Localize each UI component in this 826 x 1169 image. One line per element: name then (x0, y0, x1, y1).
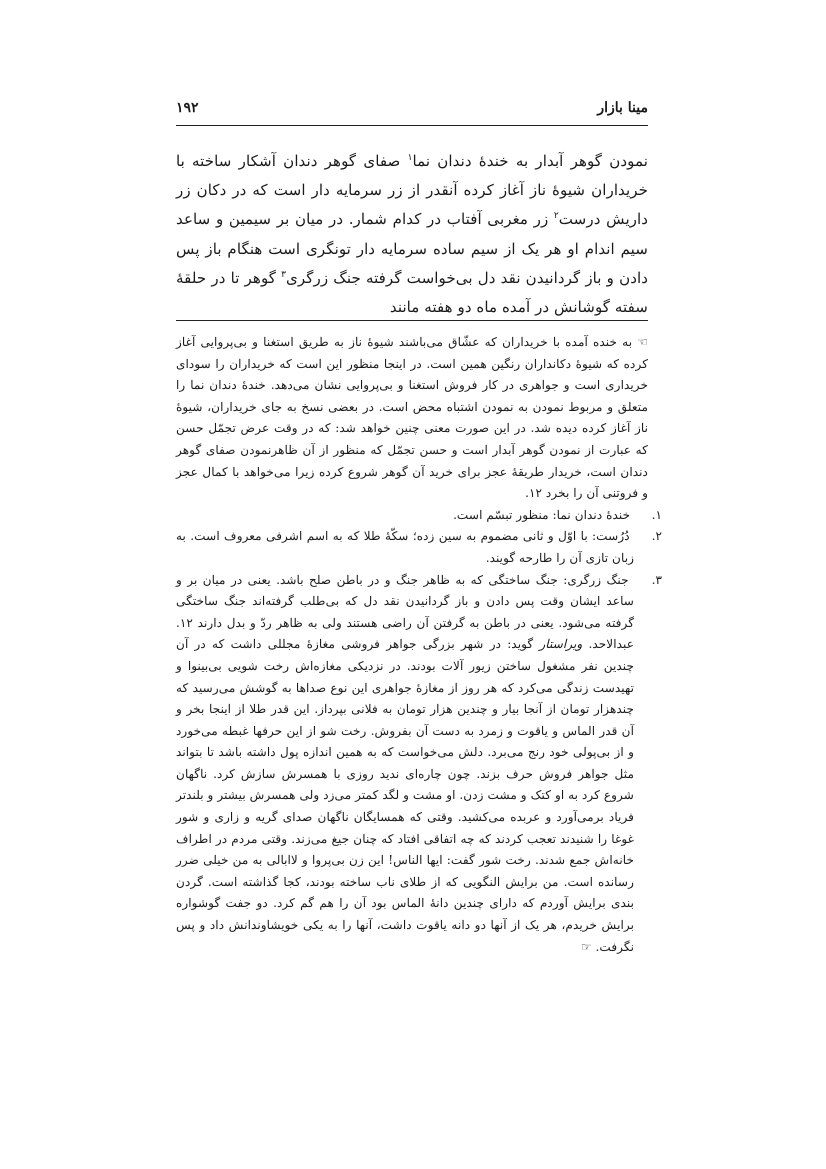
body-paragraph (176, 147, 648, 322)
footnote-ref-2: ۲ (553, 211, 559, 222)
footnote-star-text: به خنده آمده با خریداران که عشّاق می‌باشند شیوهٔ ناز به طریق استغنا و بی‌پروایی آغاز کرده که شیوهٔ دکانداران رنگین همین است. در اینجا منظور این است که خریداران را سودای خریداری است و جواهری در کار فروش استغنا و بی‌پروایی نشان می‌دهد. خندهٔ دندان نما را متعلق و مربوط نمودن به نمودن اشتباه محض است. در بعضی نسخ به جای خریداران، شیوهٔ ناز آغاز کرده دیده شد. در این صورت معنی چنین خواهد شد: که در وقت عرض تجمّل حسن که عبارت از نمودن گوهر آبدار است و حسن تجمّل که منظور از آن ظاهرنمودن صفای گوهر دندان است، خریدار طریقهٔ عجز برای خرید آن گوهر شروع کرده زیرا می‌خواهد با کمال عجز و فروتنی آن را بخرد ۱۲. (176, 335, 648, 501)
footnote-1-number: ۱. (651, 507, 662, 522)
footnote-3 (176, 570, 662, 959)
page-header (176, 100, 648, 122)
footnote-1 (176, 505, 662, 527)
body-text-d: گوهر تا در حلقهٔ سفته گوشانش در آمده ماه دو هفته مانند (176, 268, 648, 317)
page-number: ۱۹۲ (176, 100, 199, 116)
footnote-rule (176, 320, 648, 321)
footnote-star (176, 332, 648, 505)
footnote-ref-3: ۳ (281, 269, 286, 280)
footnote-3-number: ۳. (651, 572, 662, 587)
header-rule (176, 125, 648, 126)
body-text-a: نمودن گوهر آبدار به خندهٔ دندان نما (412, 152, 648, 170)
pointing-hand-left-icon: ☜ (637, 335, 649, 349)
footnote-3-text-a: جنگ زرگری: جنگ ساختگی که به ظاهر جنگ و در باطن صلح باشد. یعنی در میان بر و ساعد ایشان وقت پس دادن و باز گردانیدن نقد دل که بی‌طلب گرفته‌اند جنگ ساختگی گرفته می‌شود. یعنی در باطن به گرفتن آن راضی هستند ولی به ظاهر ردّ و بدل دارند ۱۲. عبدالاحد. (176, 572, 634, 652)
footnote-3-text-b: گوید: در شهر بزرگی جواهر فروشی مغازهٔ مجللی داشت که در آن چندین نفر مشغول ساختن زیور آلات بودند. در نزدیکی مغازه‌اش رخت شویی بی‌بینوا و تهیدست زندگی می‌کرد که هر روز از مغازهٔ جواهری این نوع صداها به گوشش می‌رسید که چندهزار تومان از آنجا بیار و چندین هزار تومان به فلانی بپرداز. این قدر طلا از اینجا بخر و آن قدر الماس و یاقوت و زمرد به دست آن بفروش. رخت شو از این حرفها غبطه می‌خورد و از بی‌پولی خود رنج می‌برد. دلش می‌خواست که به همین اندازه پول داشته باشد تا بتواند مثل جواهر فروش حرف بزند. چون چاره‌ای ندید روزی با همسرش سازش کرد. ناگهان شروع کرد به او کتک و مشت زدن. او مشت و لگد کمتر می‌زد ولی همسرش بیشتر و بلندتر فریاد برمی‌آورد و عربده می‌کشید. وقتی که همسایگان ناگهان صدای گریه و زاری و شور غوغا را شنیدند تعجب کردند که چه اتفاقی افتاد که چنان جیغ می‌زند. وقتی مردم در اطراف خانه‌اش جمع شدند. رخت شور گفت: ایها الناس! این زن بی‌پروا و لاابالی به من خیلی ضرر رسانده است. من برایش النگویی که از طلای ناب ساخته بودند، کجا گذاشته است. گردن بندی برایش آوردم که دارای چندین دانهٔ الماس بود آن را هم گم کرد. دو جفت گوشواره برایش خریدم، هر یک از آنها دو دانه یاقوت داشت، آنها را به یکی خویشاوندانش داد و پس نگرفت. (176, 637, 634, 954)
footnote-2 (176, 526, 663, 569)
footnote-1-text: خندهٔ دندان نما: منظور تبسّم است. (453, 507, 631, 522)
footnotes (176, 332, 663, 958)
footnote-2-number: ۲. (651, 529, 663, 544)
body-text-c: زر مغربی آفتاب در کدام شمار. در میان بر سیمین و ساعد سیم اندام او هر یک از سیم ساده سرمایه دار تونگری است هنگام باز پس دادن و باز گردانیدن نقد دل بی‌خواست گرفته جنگ زرگری (176, 210, 648, 287)
footnote-3-editor: ویراستار (539, 637, 583, 652)
running-title: مینا بازار (597, 100, 648, 116)
body-text (176, 147, 648, 322)
footnote-2-text: دُرُست: با اوّل و ثانی مضموم به سین زده؛ سکّهٔ طلا که به اسم اشرفی معروف است. به زبان تازی آن را طارحه گویند. (176, 529, 634, 565)
footnote-ref-1: ۱ (407, 152, 413, 163)
body-text-b: صفای گوهر دندان آشکار ساخته با خریداران شیوهٔ ناز آغاز کرده آنقدر از زر سرمایه دار است که در دکان زر داریش درست (176, 152, 648, 229)
pointing-hand-right-icon: ☞ (580, 939, 592, 954)
